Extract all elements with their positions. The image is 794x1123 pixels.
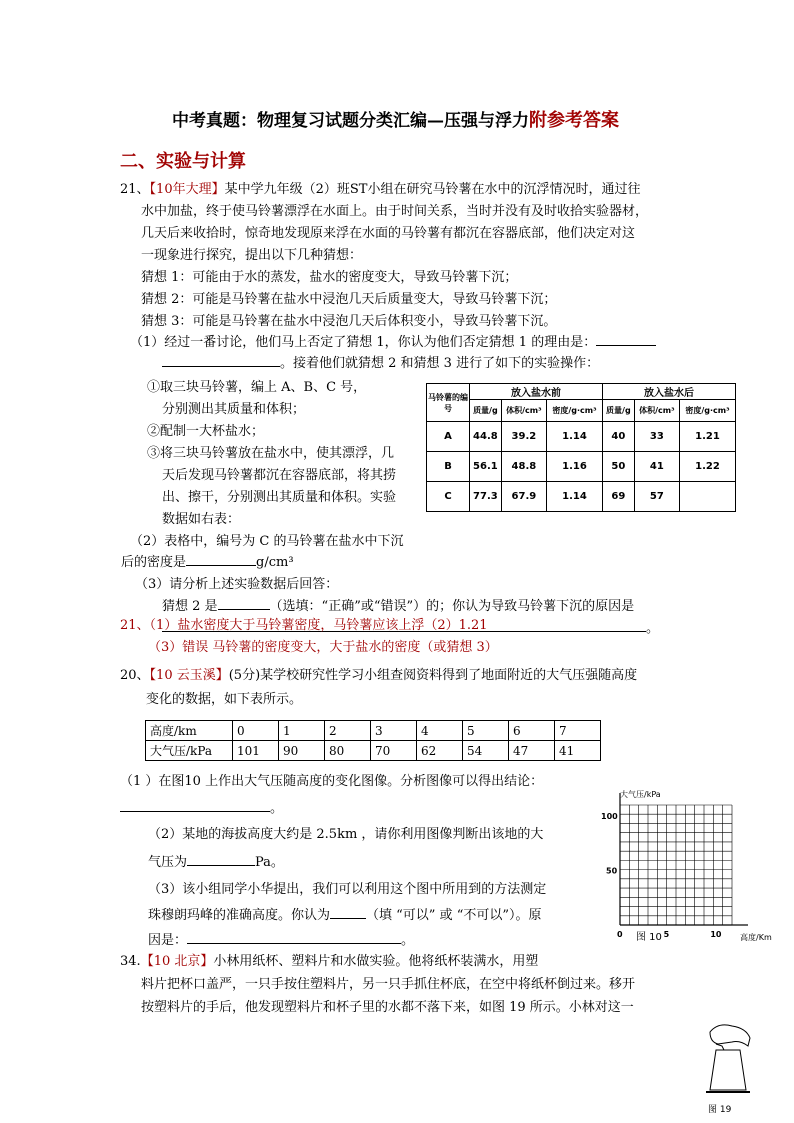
- table-cell: 40: [603, 422, 635, 452]
- table-cell: 48.8: [501, 452, 546, 482]
- y-axis-label: 大气压/kPa: [620, 790, 661, 799]
- table-cell: 4: [417, 721, 463, 741]
- q21-step: 数据如右表：: [162, 512, 241, 527]
- table-cell: 41: [634, 452, 679, 482]
- table-cell: 0: [233, 721, 279, 741]
- q20-part3-reason: 因是： 。: [148, 933, 415, 948]
- q21-part3-b: 。: [162, 619, 659, 639]
- table-cell: 54: [463, 741, 509, 761]
- table-cell: [679, 482, 735, 512]
- table-cell: B: [427, 452, 470, 482]
- table-cell: 39.2: [501, 422, 546, 452]
- cup-illustration: [688, 1020, 768, 1120]
- table-cell: 1.22: [679, 452, 735, 482]
- table-cell: 80: [325, 741, 371, 761]
- q21-step: 分别测出其质量和体积；: [162, 402, 306, 417]
- q34-line-2: 料片把杯口盖严，一只手按住塑料片，另一只手抓住杯底，在空中将纸杯倒过来。移开: [141, 977, 636, 992]
- y-tick-label: 100: [601, 811, 618, 821]
- q21-step: ③将三块马铃薯放在盐水中，使其漂浮，几: [147, 446, 395, 461]
- table-cell: 3: [371, 721, 417, 741]
- table-cell: 6: [509, 721, 555, 741]
- q21-line-2: 水中加盐，终于使马铃薯漂浮在水面上。由于时间关系，当时并没有及时收拾实验器材，: [141, 204, 649, 219]
- x-tick-label: 0: [617, 930, 623, 939]
- q34-line-1: 34.【10 北京】小林用纸杯、塑料片和水做实验。他将纸杯装满水，用塑: [120, 954, 539, 969]
- hand-icon: [710, 1025, 750, 1046]
- table-cell: 56.1: [470, 452, 502, 482]
- figure-caption: 图 10: [636, 932, 662, 943]
- figure-caption: 图 19: [708, 1105, 732, 1115]
- q21-step: ②配制一大杯盐水；: [147, 424, 265, 439]
- q21-step: 出、擦干，分别测出其质量和体积。实验: [162, 490, 397, 505]
- pressure-table: [145, 720, 601, 761]
- table-cell: 33: [634, 422, 679, 452]
- table-cell: 1.21: [679, 422, 735, 452]
- q21-line-3: 几天后来收拾时，惊奇地发现原来浮在水面的马铃薯有都沉在容器底部，他们决定对这: [141, 226, 636, 241]
- potato-data-table: [426, 383, 736, 512]
- table-cell: 70: [371, 741, 417, 761]
- table-cell: C: [427, 482, 470, 512]
- table-cell: 57: [634, 482, 679, 512]
- table-cell: 1.16: [546, 452, 602, 482]
- q21-step: ①取三块马铃薯，编上 A、B、C 号，: [147, 380, 367, 395]
- q21-line-1: 21、【10年大理】某中学九年级（2）班ST小组在研究马铃薯在水中的沉浮情况时，通过往: [120, 182, 641, 197]
- y-tick-label: 50: [606, 866, 618, 876]
- page-title: 中考真题：物理复习试题分类汇编—压强与浮力附参考答案: [172, 110, 619, 131]
- table-cell: 90: [279, 741, 325, 761]
- q21-step: 天后发现马铃薯都沉在容器底部，将其捞: [162, 468, 397, 483]
- cup-icon: [710, 1050, 746, 1090]
- table-subheader: 质量/g: [470, 400, 502, 422]
- table-cell: 5: [463, 721, 509, 741]
- table-header: 大气压/kPa: [146, 741, 233, 761]
- table-cell: 41: [555, 741, 601, 761]
- table-cell: 1.14: [546, 422, 602, 452]
- q21-part2: （2）表格中，编号为 C 的马铃薯在盐水中下沉: [130, 534, 404, 549]
- table-cell: 7: [555, 721, 601, 741]
- q20-part3: （3）该小组同学小华提出，我们可以利用这个图中所用到的方法测定: [148, 882, 547, 897]
- table-header: 高度/km: [146, 721, 233, 741]
- table-subheader: 体积/cm³: [501, 400, 546, 422]
- table-cell: 47: [509, 741, 555, 761]
- table-cell: 69: [603, 482, 635, 512]
- q21-hypothesis-1: 猜想 1：可能由于水的蒸发，盐水的密度变大，导致马铃薯下沉；: [141, 270, 518, 285]
- x-tick-label: 10: [710, 930, 722, 939]
- q20-line-1: 20、【10 云玉溪】(5分)某学校研究性学习小组查阅资料得到了地面附近的大气压强随高度: [120, 668, 638, 683]
- q21-part1: （1）经过一番讨论，他们马上否定了猜想 1，你认为他们否定猜想 1 的理由是：: [130, 333, 656, 353]
- table-subheader: 体积/cm³: [634, 400, 679, 422]
- table-cell: 44.8: [470, 422, 502, 452]
- q21-answer-1: 21、（1）盐水密度大于马铃薯密度，马铃薯应该上浮（2）1.21: [120, 618, 488, 633]
- q21-part3: （3）请分析上述实验数据后回答：: [135, 577, 339, 592]
- table-cell: 1: [279, 721, 325, 741]
- table-cell: 1.14: [546, 482, 602, 512]
- table-header: 放入盐水后: [603, 384, 736, 400]
- q20-part2-cont: 气压为 Pa。: [148, 855, 284, 870]
- table-subheader: 密度/g·cm³: [546, 400, 602, 422]
- table-header: 马铃薯的编号: [427, 384, 470, 422]
- pressure-chart: [600, 780, 790, 945]
- table-cell: 50: [603, 452, 635, 482]
- x-axis-label: 高度/Km: [740, 933, 772, 942]
- q21-part3-a: 猜想 2 是 （选填：“正确”或“错误”）的；你认为导致马铃薯下沉的原因是: [162, 599, 635, 614]
- x-tick-label: 5: [663, 930, 670, 939]
- table-cell: A: [427, 422, 470, 452]
- q20-part2: （2）某地的海拔高度大约是 2.5km ，请你利用图像判断出该地的大: [148, 827, 544, 842]
- q21-hypothesis-2: 猜想 2：可能是马铃薯在盐水中浸泡几天后质量变大，导致马铃薯下沉；: [141, 292, 557, 307]
- table-header: 放入盐水前: [470, 384, 603, 400]
- table-subheader: 密度/g·cm³: [679, 400, 735, 422]
- table-cell: 101: [233, 741, 279, 761]
- table-cell: 62: [417, 741, 463, 761]
- table-cell: 77.3: [470, 482, 502, 512]
- q20-line-2: 变化的数据，如下表所示。: [146, 692, 303, 707]
- q20-part1: （1 ）在图10 上作出大气压随高度的变化图像。分析图像可以得出结论：: [120, 774, 544, 789]
- q21-part2-cont: 后的密度是 g/cm³: [121, 555, 294, 570]
- q20-part3-cont: 珠穆朗玛峰的准确高度。你认为 （填 “可以” 或 “不可以”）。原: [148, 908, 542, 923]
- q34-line-3: 按塑料片的手后，他发现塑料片和杯子里的水都不落下来，如图 19 所示。小林对这一: [141, 1000, 634, 1015]
- table-cell: 67.9: [501, 482, 546, 512]
- table-subheader: 质量/g: [603, 400, 635, 422]
- q21-part1-cont: 。接着他们就猜想 2 和猜想 3 进行了如下的实验操作：: [162, 354, 599, 374]
- section-heading: 二、实验与计算: [120, 151, 246, 172]
- q21-hypothesis-3: 猜想 3：可能是马铃薯在盐水中浸泡几天后体积变小，导致马铃薯下沉。: [141, 314, 557, 329]
- q21-answer-2: （3）错误 马铃薯的密度变大，大于盐水的密度（或猜想 3）: [148, 640, 498, 655]
- chart-grid: [620, 793, 748, 925]
- q20-part1-blank: 。: [120, 799, 283, 819]
- q21-line-4: 一现象进行探究，提出以下几种猜想：: [141, 248, 363, 263]
- table-cell: 2: [325, 721, 371, 741]
